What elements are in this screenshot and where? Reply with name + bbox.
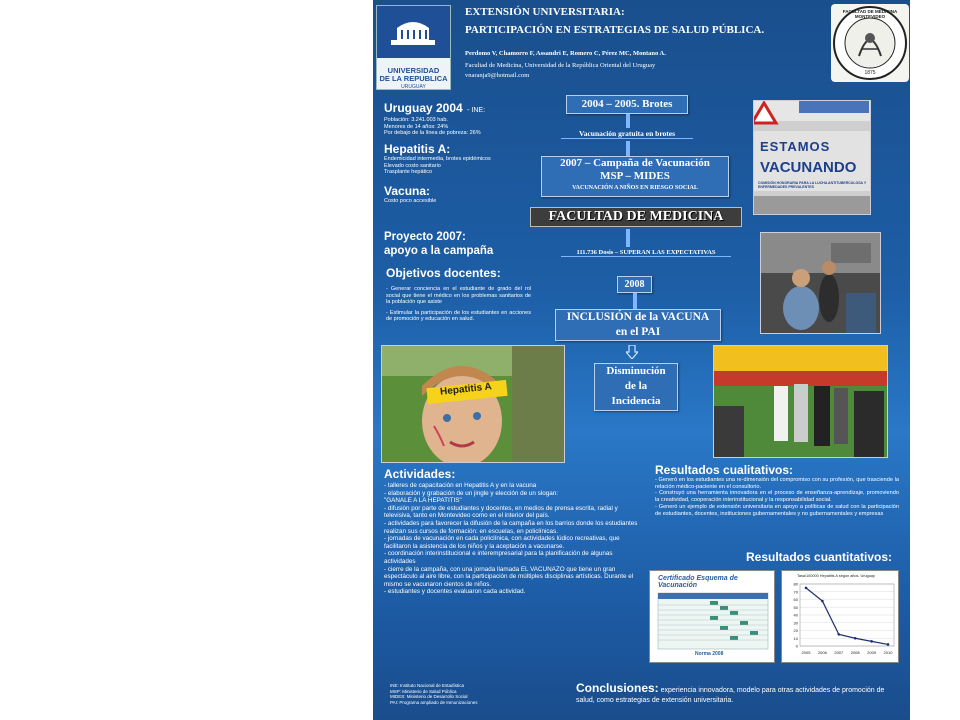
y-tick-label: 50 [793, 604, 798, 610]
x-tick-label: 2006 [817, 650, 827, 655]
flow-campana [541, 156, 729, 197]
hepatitis-section [384, 142, 534, 176]
y-tick-label: 80 [793, 581, 798, 587]
uruguay-source: - INE: [467, 107, 486, 114]
abbreviation: MIDES: Ministerio de Desarrollo Social [390, 694, 468, 700]
authors: Perdomo V, Chamorro F, Assandri E, Romero C, Pérez MC, Montano A. [465, 50, 666, 57]
logo-text-2: DE LA REPUBLICA [379, 74, 448, 83]
y-tick-label: 40 [793, 612, 798, 618]
objetivos-title: Objetivos docentes: [386, 266, 501, 280]
campana-line-1: 2007 – Campaña de Vacunación [560, 157, 710, 169]
actividad-item: - elaboración y grabación de un jingle y elección de un slogan: [384, 489, 558, 497]
actividades-list [384, 482, 644, 596]
certificado-table [650, 589, 774, 659]
conclusiones-text: experiencia innovadora, modelo para otras actividades de promoción de salud, como estrategias de extensión universitaria. [576, 687, 885, 704]
cuantitativos-title: Resultados cuantitativos: [746, 550, 893, 564]
flow-disminucion [594, 363, 678, 411]
objetivos-list: - Generar conciencia en el estudiante de grado del rol social que tiene el médico en los problemas sanitarios de la población que asiste - Estimular la participación de los estudiantes en acciones de promoción y educación en salud. [386, 286, 531, 322]
flow-2008: 2008 [617, 276, 652, 293]
abbreviation: PAI: Programa ampliado de Inmunizaciones [390, 699, 478, 705]
y-tick-label: 20 [793, 628, 798, 633]
abbreviation: MSP: Ministerio de Salud Pública [390, 688, 457, 694]
data-point [887, 643, 890, 646]
data-point [805, 587, 808, 590]
flow-inclusion [555, 309, 721, 341]
poster [373, 0, 910, 720]
uruguay-line: Población: 3.241.003 hab. [384, 117, 448, 123]
chart-title: Tasa/100000 Hepatitis A según años. Uruguay [797, 574, 875, 578]
data-point [870, 640, 873, 643]
conclusiones [576, 683, 901, 706]
dism-line-2: de la [624, 380, 648, 392]
y-tick-label: 10 [793, 635, 798, 641]
actividad-item: - estudiantes y docentes evaluaron cada actividad. [384, 588, 526, 596]
hepatitis-line: Elevado costo sanitario [384, 162, 441, 169]
vacuna-line: Costo poco accesible [384, 198, 437, 204]
actividad-item: - difusión por parte de estudiantes y docentes, en medios de prensa escrita, radial y televisiva, tanto en Montevideo como en el interior del país. [384, 504, 618, 520]
cualitativo-item: - Generó un ejemplo de extensión universitaria en apoyo a políticas de salud con la participación de estudiantes, docentes, instituciones gubernamentales y no gubernamentales y empresas [655, 503, 899, 517]
uruguay-line: Menores de 14 años: 24% [384, 123, 449, 130]
series-line [806, 588, 888, 645]
dism-line-3: Incidencia [611, 395, 661, 407]
flow-arrow [626, 229, 630, 247]
flow-vacunacion-brotes: Vacunación gratuita en brotes [561, 129, 693, 139]
logo-text-1: UNIVERSIDAD [387, 66, 440, 75]
certificado-footer: Norma 2008 [695, 651, 724, 657]
actividad-item: - jornadas de vacunación en cada policlínica, con actividades lúdico recreativas, que facilitaron la asistencia de los niños y la aceptación a vacunarse. [384, 535, 620, 550]
actividad-item: - cierre de la campaña, con una jornada llamada EL VACUNAZO que tiene un gran espectáculo al aire libre, con la participación de múltiples disciplinas artísticas. Durante el mismo se vacunaron cientos de niños. [384, 565, 634, 588]
proyecto-title-2: apoyo a la campaña [384, 245, 494, 257]
uruguay-title: Uruguay 2004 [384, 101, 463, 115]
headband-text: Hepatitis A [439, 381, 493, 398]
seal-text: FACULTAD DE MEDICINA MONTEVIDEO [842, 9, 898, 19]
actividades-title: Actividades: [384, 467, 456, 481]
hepatitis-title: Hepatitis A: [384, 142, 451, 156]
incidence-chart-panel [781, 570, 899, 663]
x-tick-label: 2007 [834, 650, 844, 655]
x-tick-label: 2005 [801, 650, 811, 655]
flow-dosis: 111.736 Dosis – SUPERAN LAS EXPECTATIVAS [561, 249, 731, 257]
poster-subtitle: PARTICIPACIÓN EN ESTRATEGIAS DE SALUD PÚBLICA. [465, 24, 765, 36]
sign-text-small: COMISIÓN HONORARIA PARA LA LUCHA ANTITUBERCULOSA Y ENFERMEDADES PREVALENTES [758, 181, 867, 189]
flow-arrow [633, 293, 637, 309]
logo-text-3: URUGUAY [401, 84, 426, 90]
cualitativos-list [655, 477, 899, 517]
inclusion-line-2: en el PAI [615, 326, 661, 338]
flow-facultad: FACULTAD DE MEDICINA [530, 207, 742, 227]
y-tick-label: 0 [795, 643, 798, 649]
actividad-item: - talleres de capacitación en Hepatitis A y en la vacuna [384, 482, 537, 489]
flow-brotes: 2004 – 2005. Brotes [566, 95, 688, 114]
photo-sign [753, 100, 871, 215]
certificado-title: Certificado Esquema de Vacunación [658, 575, 738, 589]
x-tick-label: 2008 [850, 650, 860, 655]
x-tick-label: 2009 [867, 650, 877, 655]
sign-text-1: ESTAMOS [760, 139, 831, 154]
flow-arrow [626, 141, 630, 156]
campana-line-2: MSP – MIDES [600, 170, 670, 182]
down-arrow-icon [626, 345, 638, 359]
dism-line-1: Disminución [606, 365, 666, 377]
y-tick-label: 70 [793, 589, 798, 595]
abbreviation: INE: Instituto Nacional de Estadística [390, 683, 465, 688]
actividad-item: - actividades para favorecer la difusión de la campaña en los barrios donde los estudiantes realizan sus cursos de formación: en escuelas, en policlínicas. [384, 519, 638, 535]
vacuna-section [384, 184, 534, 205]
data-point [838, 633, 841, 636]
y-tick-label: 30 [793, 620, 798, 626]
inclusion-line-1: INCLUSIÓN de la VACUNA [566, 311, 710, 323]
cualitativos-title: Resultados cualitativos: [655, 463, 794, 477]
objetivo-item: Estimular la participación de los estudiantes en acciones de promoción y educación en salud. [386, 309, 531, 322]
uruguay-section [384, 99, 534, 137]
campana-line-3: VACUNACIÓN A NIÑOS EN RIESGO SOCIAL [572, 185, 698, 191]
certificado-panel [649, 570, 775, 663]
data-point [821, 600, 824, 603]
photo-child [381, 345, 565, 463]
facultad-seal [831, 4, 909, 82]
university-building-icon [377, 6, 450, 58]
objetivo-item: Generar conciencia en el estudiante de grado del rol social que tiene el médico en los problemas sanitarios de la población que asiste [386, 286, 531, 305]
photo-indoor [760, 232, 881, 334]
conclusiones-title: Conclusiones: [576, 681, 659, 695]
universidad-logo [376, 5, 451, 90]
actividad-item: - coordinación interinstitucional e interempresarial para la planificación de algunas actividades [384, 550, 613, 565]
vacuna-title: Vacuna: [384, 184, 431, 198]
incidence-chart [782, 578, 900, 662]
hepatitis-line: Trasplante hepático [384, 169, 433, 175]
hepatitis-line: Endemicidad intermedia, brotes epidémicos [384, 156, 491, 162]
y-tick-label: 60 [793, 597, 798, 602]
cualitativo-item: - Construyó una herramienta innovadora en el proceso de enseñanza-aprendizaje, promoviendo la creatividad, cooperación interinstitucional y la responsabilidad social. [655, 490, 899, 504]
sign-text-2: VACUNANDO [760, 159, 857, 176]
uruguay-line: Por debajo de la línea de pobreza: 26% [384, 130, 481, 136]
proyecto-title-1: Proyecto 2007: [384, 231, 466, 243]
photo-outdoor [713, 345, 888, 458]
email: vnaranja9@hotmail.com [465, 72, 530, 79]
x-tick-label: 2010 [883, 650, 893, 655]
proyecto-section [384, 230, 534, 258]
actividad-item: "GANALE A LA HEPATITIS" [384, 497, 462, 505]
data-point [854, 637, 857, 640]
abbreviations [390, 683, 570, 705]
poster-title: EXTENSIÓN UNIVERSITARIA: [465, 6, 625, 18]
affiliation: Facultad de Medicina, Universidad de la República Oriental del Uruguay [465, 62, 656, 69]
seal-year: 1875 [864, 70, 876, 76]
flow-arrow [626, 114, 630, 128]
cualitativo-item: - Generó en los estudiantes una re-dimensión del compromiso con su profesión, que trasciende la relación médico-paciente en el consultorio. [655, 477, 899, 490]
